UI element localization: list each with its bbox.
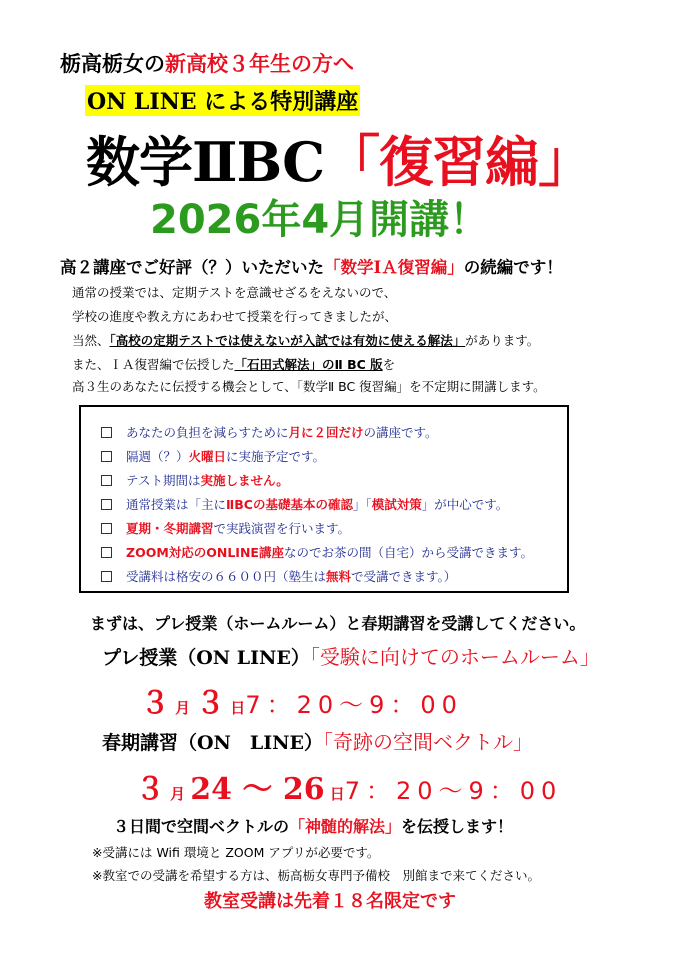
note-classroom: ※教室での受講を希望する方は、栃高栃女専門予備校 別館まで来てください。 xyxy=(92,868,540,883)
title-course: 復習編 xyxy=(379,130,539,194)
p3-suffix: があります。 xyxy=(465,333,540,348)
pre-day: ３ xyxy=(195,686,226,721)
paragraph-line-4 xyxy=(72,355,395,373)
checkbox-icon xyxy=(101,427,112,438)
intro-target: 新高校３年生の方へ xyxy=(165,51,354,76)
title-open-bracket: 「 xyxy=(324,129,380,195)
checkbox-icon xyxy=(101,499,112,510)
lead-prefix: 高２講座でご好評（？）いただいた xyxy=(60,258,324,277)
lead-suffix: の続編です！ xyxy=(463,258,563,277)
checkbox-icon xyxy=(101,475,112,486)
checkbox-icon xyxy=(101,451,112,462)
start-date-heading: 2026年4月開講！ xyxy=(150,197,490,243)
spring-month: ３ xyxy=(135,772,165,807)
lead-line xyxy=(60,254,563,278)
online-banner: ON LINE による特別講座 xyxy=(85,85,360,116)
three-days-suffix: を伝授します！ xyxy=(401,817,514,836)
page-title xyxy=(86,118,593,198)
spring-session-title xyxy=(102,726,533,755)
feature-item: テスト期間は実施しません。 xyxy=(101,471,289,489)
feature-item: あなたの負担を減らすために月に２回だけの講座です。 xyxy=(101,423,438,441)
features-box xyxy=(79,405,569,593)
checkbox-icon xyxy=(101,523,112,534)
intro-line xyxy=(60,48,354,78)
spring-month-unit: 月 xyxy=(170,785,186,803)
p4-prefix: また、ＩＡ復習編で伝授した xyxy=(72,357,235,372)
pre-session-subtitle: 「受験に向けてのホームルーム」 xyxy=(309,645,600,669)
p4-underlined: 「石田式解法」のⅡ BC 版 xyxy=(234,357,383,372)
feature-item: 通常授業は「主にⅡBCの基礎基本の確認」「模試対策」が中心です。 xyxy=(101,495,508,513)
title-close-bracket: 」 xyxy=(538,129,594,195)
pre-month: ３ xyxy=(140,686,170,721)
spring-session-label: 春期講習（ON LINE） xyxy=(102,732,324,754)
pre-session-datetime xyxy=(140,678,463,722)
feature-item: 夏期・冬期講習で実践演習を行います。 xyxy=(101,519,350,537)
paragraph-line-2: 学校の進度や教え方にあわせて授業を行ってきましたが、 xyxy=(72,309,398,324)
pre-session-title xyxy=(102,641,600,670)
three-days-highlight: 「神髄的解法」 xyxy=(289,817,402,836)
feature-item: 受講料は格安の６６００円（塾生は無料で受講できます。） xyxy=(101,567,456,585)
spring-time: 7：20〜9：00 xyxy=(344,777,563,805)
checkbox-icon xyxy=(101,547,112,558)
paragraph-line-1: 通常の授業では、定期テストを意識せざるをえないので、 xyxy=(72,285,397,300)
three-days-line xyxy=(113,814,513,837)
pre-time: 7：20〜9：00 xyxy=(245,691,463,719)
p3-prefix: 当然、 xyxy=(72,333,110,348)
paragraph-line-5: 高３生のあなたに伝授する機会として、「数学Ⅱ BC 復習編」を不定期に開講します。 xyxy=(72,379,546,394)
pre-day-unit: 日 xyxy=(230,699,246,717)
spring-day-unit: 日 xyxy=(329,785,345,803)
pre-session-label: プレ授業（ON LINE） xyxy=(102,647,310,669)
title-main: 数学ⅡBC xyxy=(86,130,325,194)
spring-days: 24 〜 26 xyxy=(190,772,325,807)
lead-course: 「数学ⅠＡ復習編」 xyxy=(324,258,464,277)
checkbox-icon xyxy=(101,571,112,582)
paragraph-line-3 xyxy=(72,331,539,349)
p3-underlined: 「高校の定期テストでは使えないが入試では有効に使える解法」 xyxy=(109,333,466,348)
intro-prefix: 栃高栃女の xyxy=(60,51,165,76)
notice-line: まずは、プレ授業（ホームルーム）と春期講習を受講してください。 xyxy=(90,614,586,633)
spring-session-subtitle: 「奇跡の空間ベクトル」 xyxy=(323,730,534,754)
p4-suffix: を xyxy=(382,357,396,372)
feature-item: 隔週（？）火曜日に実施予定です。 xyxy=(101,447,325,465)
capacity-limit: 教室受講は先着１８名限定です xyxy=(204,891,456,912)
spring-session-datetime xyxy=(135,764,562,808)
note-requirements: ※受講には Wifi 環境と ZOOM アプリが必要です。 xyxy=(92,845,380,860)
pre-month-unit: 月 xyxy=(175,699,191,717)
feature-item: ZOOM対応のONLINE講座なのでお茶の間（自宅）から受講できます。 xyxy=(101,543,533,561)
three-days-prefix: ３日間で空間ベクトルの xyxy=(113,817,290,836)
